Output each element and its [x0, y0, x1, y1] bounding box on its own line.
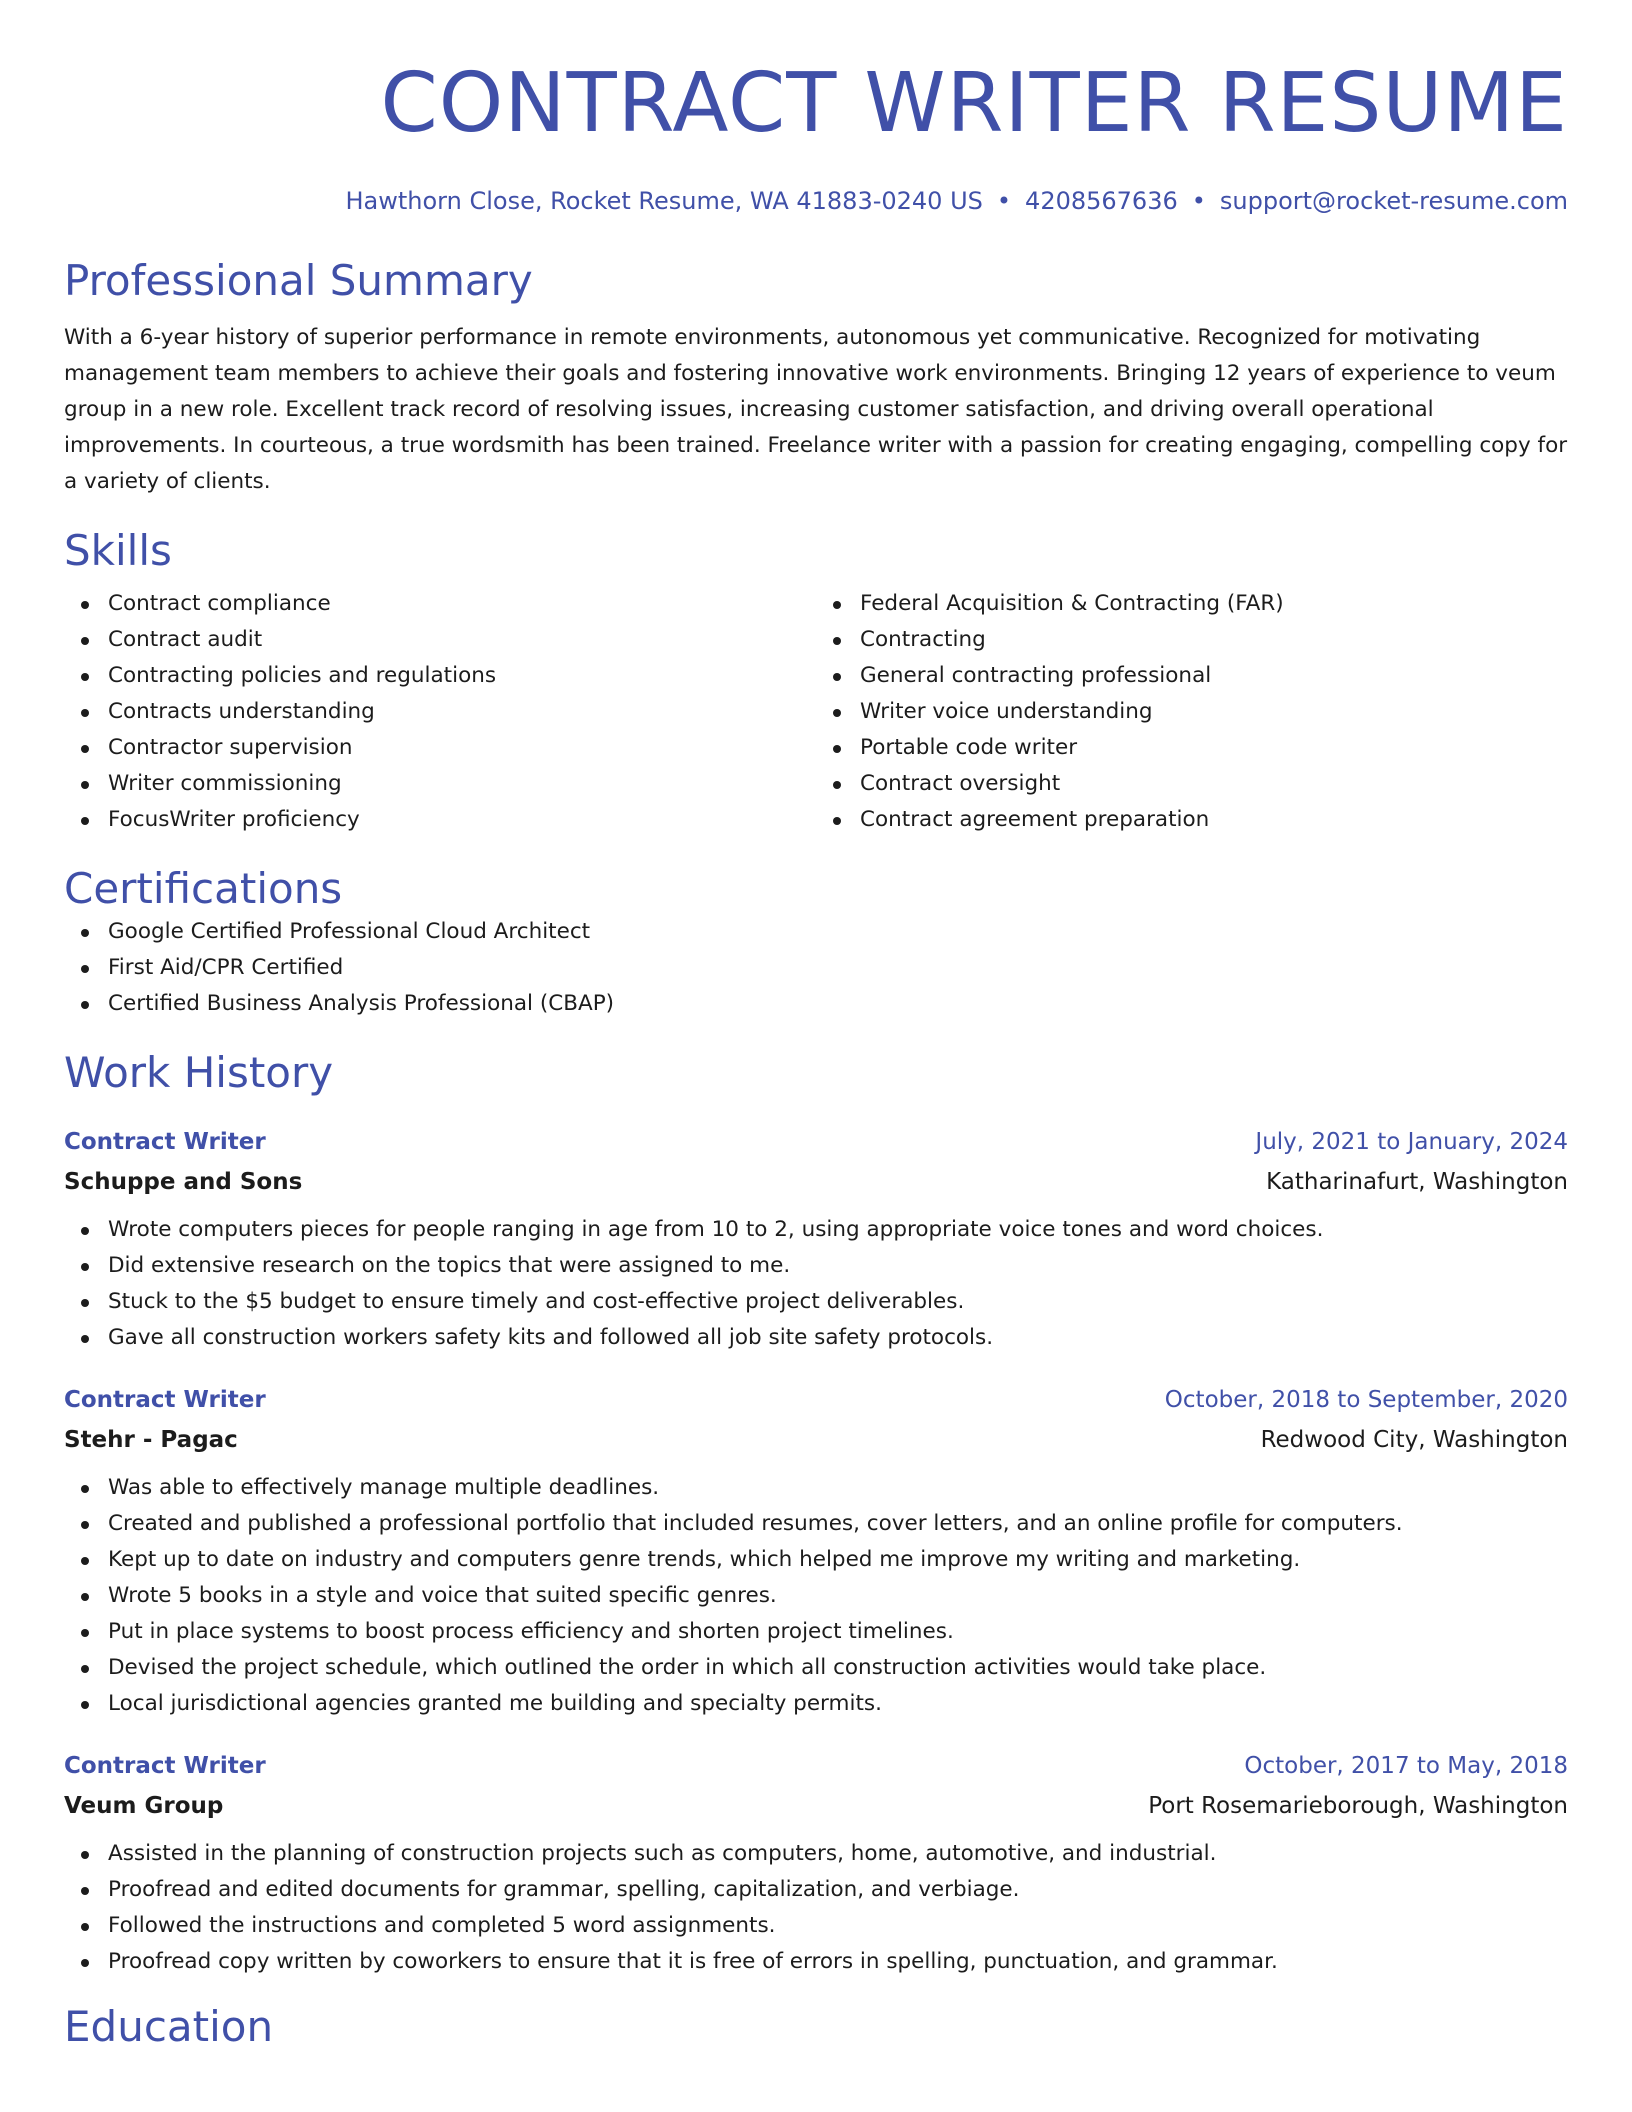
skill-item: Contract audit — [64, 622, 816, 658]
job-company: Stehr - Pagac — [64, 1427, 238, 1453]
education-heading: Education — [64, 2002, 274, 2051]
skill-item: Contracting — [816, 622, 1568, 658]
job-bullets — [64, 1470, 1568, 1722]
skills-heading: Skills — [64, 526, 172, 575]
job-entry — [64, 1122, 1568, 1356]
skill-item: Contracts understanding — [64, 694, 816, 730]
skill-item: General contracting professional — [816, 658, 1568, 694]
job-title-row — [64, 1122, 1568, 1162]
job-bullet: Stuck to the $5 budget to ensure timely and cost-effective project deliverables. — [64, 1284, 1568, 1320]
job-title: Contract Writer — [64, 1129, 266, 1155]
certification-item: Certified Business Analysis Professional (CBAP) — [64, 986, 1568, 1022]
job-bullet: Was able to effectively manage multiple deadlines. — [64, 1470, 1568, 1506]
certifications-list — [64, 914, 1568, 1022]
job-dates: October, 2018 to September, 2020 — [1164, 1387, 1568, 1413]
job-title: Contract Writer — [64, 1387, 266, 1413]
job-bullet: Assisted in the planning of construction projects such as computers, home, automotive, and industrial. — [64, 1836, 1568, 1872]
job-location: Port Rosemarieborough, Washington — [1148, 1793, 1568, 1819]
job-bullet: Local jurisdictional agencies granted me building and specialty permits. — [64, 1686, 1568, 1722]
summary-text: With a 6-year history of superior performance in remote environments, autonomous yet communicative. Recognized for motivating management team members to achieve their goals and fostering innovative work environments. Bringing 12 years of experience to veum group in a new role. Excellent track record of resolving issues, increasing customer satisfaction, and driving overall operational improvements. In courteous, a true wordsmith has been trained. Freelance writer with a passion for creating engaging, compelling copy for a variety of clients. — [64, 325, 1568, 494]
job-company-row — [64, 1786, 1568, 1826]
job-company-row — [64, 1420, 1568, 1460]
skill-item: Writer voice understanding — [816, 694, 1568, 730]
job-company: Veum Group — [64, 1793, 224, 1819]
skill-item: Federal Acquisition & Contracting (FAR) — [816, 586, 1568, 622]
resume-title: CONTRACT WRITER RESUME — [380, 56, 1568, 151]
job-bullet: Proofread and edited documents for grammar, spelling, capitalization, and verbiage. — [64, 1872, 1568, 1908]
job-title-row — [64, 1380, 1568, 1420]
skill-item: Contracting policies and regulations — [64, 658, 816, 694]
certification-item: Google Certified Professional Cloud Architect — [64, 914, 1568, 950]
contact-line — [64, 186, 1568, 216]
skill-item: Contractor supervision — [64, 730, 816, 766]
skills-columns — [64, 586, 1568, 838]
job-location: Katharinafurt, Washington — [1266, 1169, 1568, 1195]
job-bullet: Gave all construction workers safety kits and followed all job site safety protocols. — [64, 1320, 1568, 1356]
job-dates: October, 2017 to May, 2018 — [1244, 1753, 1568, 1779]
job-bullet: Followed the instructions and completed 5 word assignments. — [64, 1908, 1568, 1944]
skills-list-right — [816, 586, 1568, 838]
skills-list-left — [64, 586, 816, 838]
skill-item: Contract agreement preparation — [816, 802, 1568, 838]
job-dates: July, 2021 to January, 2024 — [1255, 1129, 1568, 1155]
skill-item: Contract oversight — [816, 766, 1568, 802]
skill-item: FocusWriter proficiency — [64, 802, 816, 838]
contact-separator: • — [996, 187, 1012, 215]
job-bullet: Created and published a professional portfolio that included resumes, cover letters, and an online profile for computers. — [64, 1506, 1568, 1542]
job-bullets — [64, 1836, 1568, 1980]
contact-phone: 4208567636 — [1025, 187, 1178, 215]
job-company: Schuppe and Sons — [64, 1169, 303, 1195]
skill-item: Contract compliance — [64, 586, 816, 622]
job-entry — [64, 1380, 1568, 1722]
job-bullet: Did extensive research on the topics that were assigned to me. — [64, 1248, 1568, 1284]
job-bullet: Put in place systems to boost process efficiency and shorten project timelines. — [64, 1614, 1568, 1650]
job-bullets — [64, 1212, 1568, 1356]
job-bullet: Proofread copy written by coworkers to ensure that it is free of errors in spelling, punctuation, and grammar. — [64, 1944, 1568, 1980]
job-title-row — [64, 1746, 1568, 1786]
job-bullet: Devised the project schedule, which outlined the order in which all construction activities would take place. — [64, 1650, 1568, 1686]
job-location: Redwood City, Washington — [1260, 1427, 1568, 1453]
summary-heading: Professional Summary — [64, 256, 533, 305]
contact-separator: • — [1191, 187, 1206, 215]
skill-item: Portable code writer — [816, 730, 1568, 766]
certifications-heading: Certifications — [64, 864, 343, 913]
certification-item: First Aid/CPR Certified — [64, 950, 1568, 986]
job-entry — [64, 1746, 1568, 1980]
job-bullet: Kept up to date on industry and computers genre trends, which helped me improve my writing and marketing. — [64, 1542, 1568, 1578]
job-bullet: Wrote computers pieces for people ranging in age from 10 to 2, using appropriate voice tones and word choices. — [64, 1212, 1568, 1248]
job-title: Contract Writer — [64, 1753, 266, 1779]
job-bullet: Wrote 5 books in a style and voice that suited specific genres. — [64, 1578, 1568, 1614]
contact-email[interactable]: support@rocket-resume.com — [1219, 187, 1568, 215]
contact-address: Hawthorn Close, Rocket Resume, WA 41883-0240 US — [345, 187, 983, 215]
skill-item: Writer commissioning — [64, 766, 816, 802]
job-company-row — [64, 1162, 1568, 1202]
work-history-heading: Work History — [64, 1048, 334, 1097]
resume-header — [64, 0, 1568, 216]
